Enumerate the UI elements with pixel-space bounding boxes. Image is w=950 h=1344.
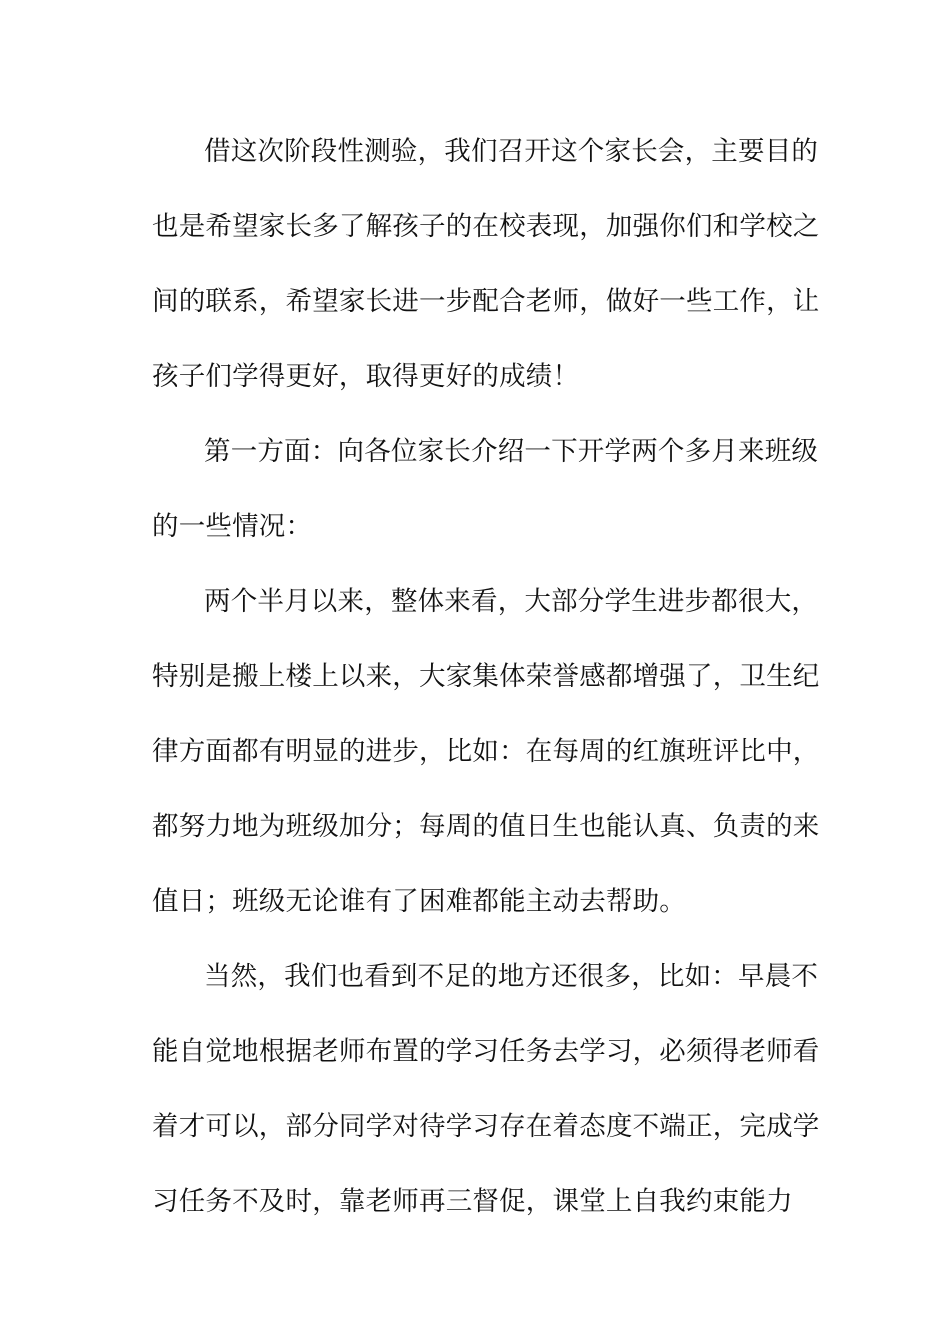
paragraph-3-line-2: 特别是搬上楼上以来，大家集体荣誉感都增强了，卫生纪 bbox=[152, 661, 820, 692]
paragraph-3-line-3: 律方面都有明显的进步，比如：在每周的红旗班评比中， bbox=[152, 736, 820, 767]
paragraph-4-line-1: 当然，我们也看到不足的地方还很多，比如：早晨不 bbox=[204, 961, 819, 992]
paragraph-1-line-4: 孩子们学得更好，取得更好的成绩！ bbox=[152, 361, 580, 392]
paragraph-1-line-3: 间的联系，希望家长进一步配合老师，做好一些工作，让 bbox=[152, 286, 820, 317]
paragraph-4-line-3: 着才可以，部分同学对待学习存在着态度不端正，完成学 bbox=[152, 1111, 820, 1142]
paragraph-3-line-4: 都努力地为班级加分；每周的值日生也能认真、负责的来 bbox=[152, 811, 820, 842]
paragraph-3-line-5: 值日；班级无论谁有了困难都能主动去帮助。 bbox=[152, 886, 686, 917]
paragraph-4-line-2: 能自觉地根据老师布置的学习任务去学习，必须得老师看 bbox=[152, 1036, 820, 1067]
paragraph-4-line-4: 习任务不及时，靠老师再三督促，课堂上自我约束能力 bbox=[152, 1186, 793, 1217]
paragraph-2-line-1: 第一方面：向各位家长介绍一下开学两个多月来班级 bbox=[204, 436, 819, 467]
paragraph-1-line-2: 也是希望家长多了解孩子的在校表现，加强你们和学校之 bbox=[152, 211, 820, 242]
paragraph-3-line-1: 两个半月以来，整体来看，大部分学生进步都很大， bbox=[204, 586, 819, 617]
paragraph-1-line-1: 借这次阶段性测验，我们召开这个家长会，主要目的 bbox=[204, 136, 819, 167]
paragraph-2-line-2: 的一些情况： bbox=[152, 511, 313, 542]
